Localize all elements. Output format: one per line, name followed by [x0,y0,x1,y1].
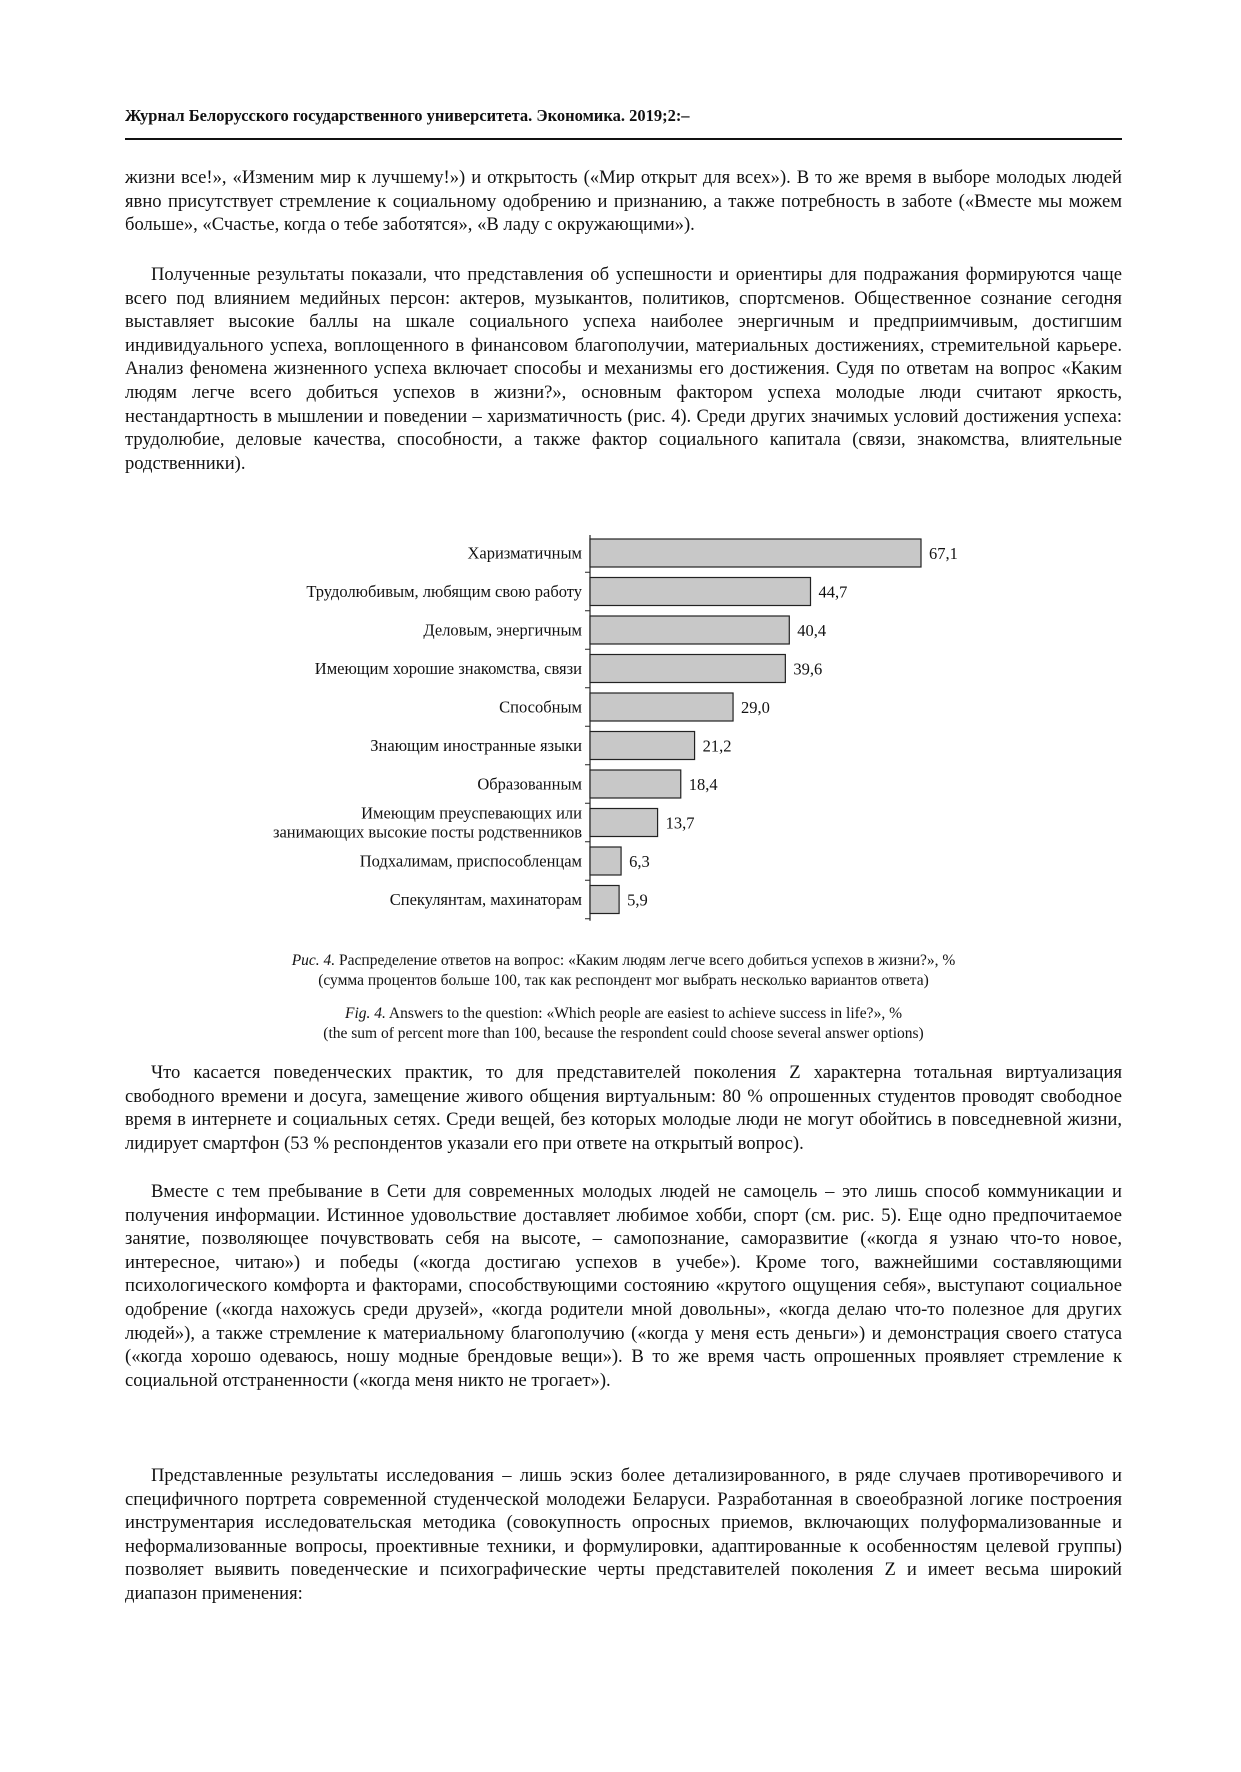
chart-value-label: 18,4 [688,775,718,794]
paragraph-5: Представленные результаты исследования – лишь эскиз более детализированного, в ряде случаев противоречивого и специфичного портрета современной студенческой молодежи Беларуси. Разработанная в своеобразной логике построения инструментария исследовательская методика (совокупность опросных приемов, включающих полуформализованные и неформализованные вопросы, проективные техники, и формулировки, адаптированные к особенностям целевой группы) позволяет выявить поведенческие и психографические черты представителей поколения Z и имеет весьма широкий диапазон применения: [125,1465,1122,1604]
chart-category-label: Трудолюбивым, любящим свою работу [306,582,582,601]
chart-value-label: 29,0 [741,698,770,717]
paragraph-3: Что касается поведенческих практик, то для представителей поколения Z характерна тотальная виртуализация свободного времени и досуга, замещение живого общения виртуальным: 80 % опрошенных студентов проводят свободное время в интернете и социальных сетях. Среди вещей, без которых молодые люди не могут обойтись в повседневной жизни, лидирует смартфон (53 % респондентов указали его при ответе на открытый вопрос). [125,1062,1122,1154]
chart-category-label: Деловым, энергичным [423,620,582,640]
chart-bar [590,732,695,760]
header-rule [125,138,1122,140]
chart-category-label: Имеющим хорошие знакомства, связи [314,659,582,678]
chart-bar [590,886,619,914]
caption-en-label: Fig. 4. [345,1005,386,1022]
chart-bar [590,693,733,721]
chart-bar [590,578,811,606]
chart-category-label: Знающим иностранные языки [370,736,582,755]
paragraph-1: жизни все!», «Изменим мир к лучшему!») и открытость («Мир открыт для всех»). В то же время в выборе молодых людей явно присутствует стремление к социальному одобрению и признанию, а также потребность в заботе («Вместе мы можем больше», «Счастье, когда о тебе заботятся», «В ладу с окружающими»). [125,167,1122,236]
chart-category-label: Образованным [477,774,582,794]
chart-category-label: Спекулянтам, махинаторам [389,890,582,909]
chart-bar [590,539,921,567]
figure-4-bar-chart [0,535,1241,935]
chart-value-label: 39,6 [793,659,823,679]
chart-bar [590,770,681,798]
chart-value-label: 5,9 [627,890,648,910]
chart-bar [590,655,785,683]
chart-bar [590,616,789,644]
chart-category-label: Способным [499,697,582,717]
chart-value-label: 13,7 [665,813,695,833]
paragraph-2: Полученные результаты показали, что представления об успешности и ориентиры для подражания формируются чаще всего под влиянием медийных персон: актеров, музыкантов, политиков, спортсменов. Общественное сознание сегодня выставляет высокие баллы на шкале социального успеха наиболее энергичным и предприимчивым, достигшим индивидуального успеха, воплощенного в финансовом благополучии, материальных достижениях, стремительной карьере. Анализ феномена жизненного успеха включает способы и механизмы его достижения. Судя по ответам на вопрос «Каким людям легче всего добиться успехов в жизни?», основным фактором успеха молодые люди считают яркость, нестандартность в мышлении и поведении – харизматичность (рис. 4). Среди других значимых условий достижения успеха: трудолюбие, деловые качества, способности, а также фактор социального капитала (связи, знакомства, влиятельные родственники). [125,264,1122,474]
caption-en-note: (the sum of percent more than 100, because the respondent could choose several answer options) [323,1024,924,1042]
chart-value-label: 44,7 [818,582,848,602]
caption-ru-label: Рис. 4. [291,952,336,969]
chart-value-label: 6,3 [629,852,650,871]
paragraph-4: Вместе с тем пребывание в Сети для современных молодых людей не самоцель – это лишь способ коммуникации и получения информации. Истинное удовольствие доставляет любимое хобби, спорт (см. рис. 5). Еще одно предпочитаемое занятие, позволяющее почувствовать себя на высоте, – самопознание, саморазвитие («когда я узнаю что-то новое, интересное, читаю») и победы («когда достигаю успехов в учебе»). Кроме того, важнейшими составляющими психологического комфорта и факторами, способствующими состоянию «крутого ощущения себя», выступают социальное одобрение («когда нахожусь среди друзей», «когда родители мной довольны», «когда делаю что-то полезное для других людей»), а также стремление к материальному благополучию («когда у меня есть деньги») и демонстрация своего статуса («когда хорошо одеваюсь, ношу модные брендовые вещи»). В то же время часть опрошенных проявляет стремление к социальной отстраненности («когда меня никто не трогает»). [125,1181,1122,1391]
caption-en-text: Answers to the question: «Which people are easiest to achieve success in life?», % [385,1005,902,1022]
journal-header: Журнал Белорусского государственного университета. Экономика. 2019;2:– [125,106,690,125]
chart-category-label: Подхалимам, приспособленцам [359,851,582,871]
caption-ru-note: (сумма процентов больше 100, так как респондент мог выбрать несколько вариантов ответа) [318,971,929,989]
chart-bar [590,847,621,875]
chart-category-label: Имеющим преуспевающих или занимающих высокие посты родственников [272,803,582,842]
chart-value-label: 67,1 [929,544,958,563]
chart-category-label: Харизматичным [467,543,582,563]
figure-caption-ru [125,951,1122,990]
caption-ru-text: Распределение ответов на вопрос: «Каким людям легче всего добиться успехов в жизни?», % [335,952,956,969]
figure-caption-en [125,1004,1122,1043]
chart-value-label: 21,2 [702,736,732,756]
chart-value-label: 40,4 [797,621,827,640]
chart-bar [590,809,658,837]
